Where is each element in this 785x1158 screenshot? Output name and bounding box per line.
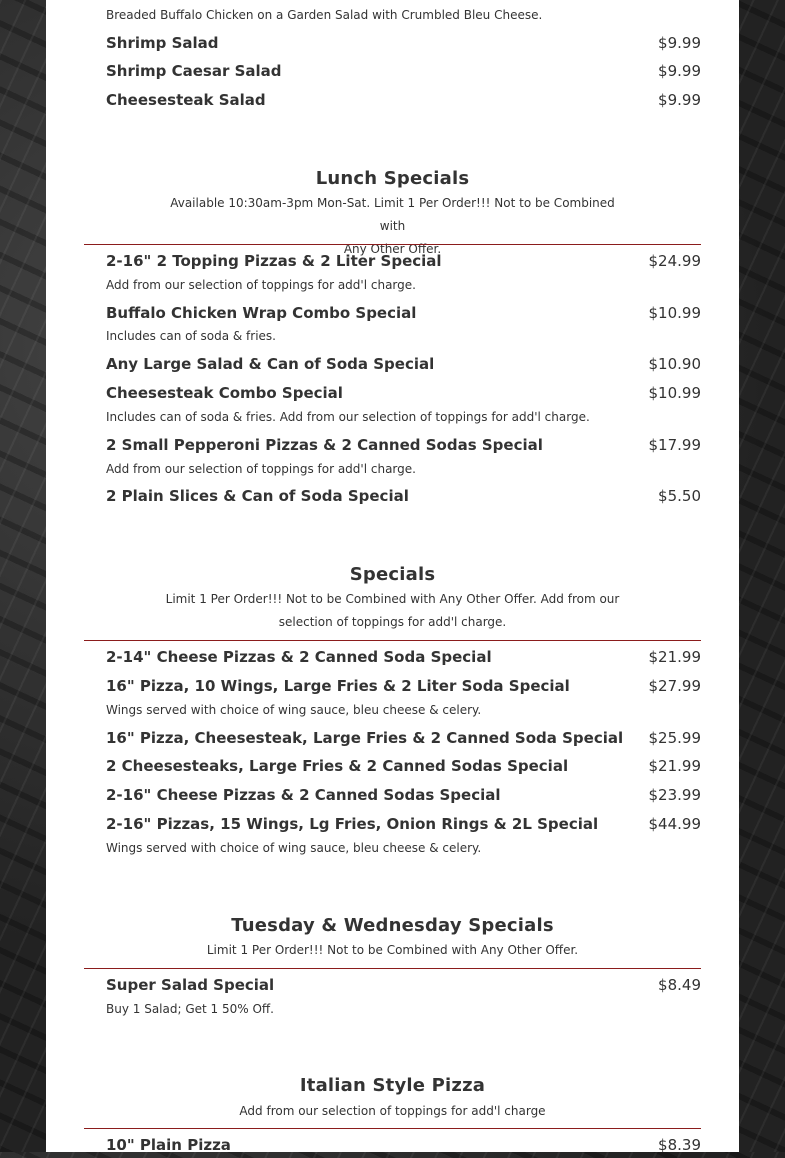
menu-item[interactable] bbox=[106, 815, 701, 837]
item-name: 2 Small Pepperoni Pizzas & 2 Canned Sodas Special bbox=[106, 436, 543, 454]
item-description: Includes can of soda & fries. bbox=[106, 329, 276, 343]
section-divider bbox=[84, 1128, 701, 1129]
item-price: $44.99 bbox=[648, 815, 701, 833]
item-description: Buy 1 Salad; Get 1 50% Off. bbox=[106, 1002, 274, 1016]
item-price: $24.99 bbox=[648, 252, 701, 270]
menu-item[interactable] bbox=[106, 729, 701, 751]
item-name: 2-16" Pizzas, 15 Wings, Lg Fries, Onion Rings & 2L Special bbox=[106, 815, 599, 833]
item-name: Cheesesteak Salad bbox=[106, 91, 266, 109]
item-price: $27.99 bbox=[648, 677, 701, 695]
menu-item[interactable] bbox=[106, 355, 701, 377]
item-price: $8.49 bbox=[658, 976, 701, 994]
section-title-lunch-specials: Lunch Specials bbox=[315, 168, 470, 189]
item-description: Add from our selection of toppings for add'l charge. bbox=[106, 278, 416, 292]
item-name: 16" Pizza, Cheesesteak, Large Fries & 2 Canned Soda Special bbox=[106, 729, 624, 747]
section-title-tuesday-wednesday-specials: Tuesday & Wednesday Specials bbox=[231, 915, 554, 936]
item-description: Includes can of soda & fries. Add from our selection of toppings for add'l charge. bbox=[106, 410, 590, 424]
section-title-specials: Specials bbox=[349, 564, 436, 585]
item-name: Cheesesteak Combo Special bbox=[106, 384, 343, 402]
section-note-line: Any Other Offer. bbox=[343, 242, 442, 256]
item-price: $5.50 bbox=[658, 487, 701, 505]
item-name: Shrimp Caesar Salad bbox=[106, 62, 282, 80]
menu-item[interactable] bbox=[106, 62, 701, 84]
menu-item[interactable] bbox=[106, 436, 701, 458]
menu-item[interactable] bbox=[106, 976, 701, 998]
section-note bbox=[156, 588, 629, 634]
item-name: 10" Plain Pizza bbox=[106, 1136, 231, 1154]
section-title-italian-style-pizza: Italian Style Pizza bbox=[299, 1075, 486, 1096]
section-note-line: Available 10:30am-3pm Mon-Sat. Limit 1 Per Order!!! Not to be Combined with bbox=[170, 196, 615, 233]
item-price: $21.99 bbox=[648, 757, 701, 775]
item-price: $17.99 bbox=[648, 436, 701, 454]
section-divider bbox=[84, 640, 701, 641]
item-price: $23.99 bbox=[648, 786, 701, 804]
item-name: Shrimp Salad bbox=[106, 34, 219, 52]
item-price: $9.99 bbox=[658, 91, 701, 109]
item-name: Any Large Salad & Can of Soda Special bbox=[106, 355, 435, 373]
menu-item[interactable] bbox=[106, 252, 701, 274]
section-note-line: Limit 1 Per Order!!! Not to be Combined with Any Other Offer. bbox=[206, 943, 579, 957]
item-price: $8.39 bbox=[658, 1136, 701, 1154]
item-price: $9.99 bbox=[658, 62, 701, 80]
section-note-line: Add from our selection of toppings for add'l charge bbox=[239, 1104, 546, 1118]
item-description: Breaded Buffalo Chicken on a Garden Salad with Crumbled Bleu Cheese. bbox=[106, 8, 543, 22]
item-name: 2-14" Cheese Pizzas & 2 Canned Soda Special bbox=[106, 648, 492, 666]
section-note bbox=[156, 939, 629, 962]
menu-item[interactable] bbox=[106, 786, 701, 808]
item-price: $10.99 bbox=[648, 384, 701, 402]
item-name: 2-16" Cheese Pizzas & 2 Canned Sodas Special bbox=[106, 786, 501, 804]
section-note-line: Limit 1 Per Order!!! Not to be Combined with Any Other Offer. Add from our bbox=[165, 592, 620, 606]
item-name: Super Salad Special bbox=[106, 976, 275, 994]
menu-panel bbox=[46, 0, 739, 1152]
section-divider bbox=[84, 968, 701, 969]
item-name: 16" Pizza, 10 Wings, Large Fries & 2 Liter Soda Special bbox=[106, 677, 570, 695]
item-name: 2 Plain Slices & Can of Soda Special bbox=[106, 487, 409, 505]
item-price: $25.99 bbox=[648, 729, 701, 747]
item-price: $9.99 bbox=[658, 34, 701, 52]
section-note-line: selection of toppings for add'l charge. bbox=[278, 615, 507, 629]
item-price: $10.90 bbox=[648, 355, 701, 373]
menu-item[interactable] bbox=[106, 648, 701, 670]
menu-item[interactable] bbox=[106, 304, 701, 326]
section-note bbox=[156, 192, 629, 261]
menu-item[interactable] bbox=[106, 384, 701, 406]
item-name: 2-16" 2 Topping Pizzas & 2 Liter Special bbox=[106, 252, 442, 270]
item-description: Wings served with choice of wing sauce, bleu cheese & celery. bbox=[106, 841, 482, 855]
section-note bbox=[156, 1100, 629, 1123]
item-name: 2 Cheesesteaks, Large Fries & 2 Canned Sodas Special bbox=[106, 757, 569, 775]
menu-item[interactable] bbox=[106, 34, 701, 56]
item-description: Wings served with choice of wing sauce, bleu cheese & celery. bbox=[106, 703, 482, 717]
item-price: $21.99 bbox=[648, 648, 701, 666]
item-price: $10.99 bbox=[648, 304, 701, 322]
item-name: Buffalo Chicken Wrap Combo Special bbox=[106, 304, 417, 322]
menu-item[interactable] bbox=[106, 1136, 701, 1158]
section-divider bbox=[84, 244, 701, 245]
menu-item[interactable] bbox=[106, 487, 701, 509]
menu-item[interactable] bbox=[106, 757, 701, 779]
item-description: Add from our selection of toppings for add'l charge. bbox=[106, 462, 416, 476]
menu-item[interactable] bbox=[106, 91, 701, 113]
menu-item[interactable] bbox=[106, 677, 701, 699]
